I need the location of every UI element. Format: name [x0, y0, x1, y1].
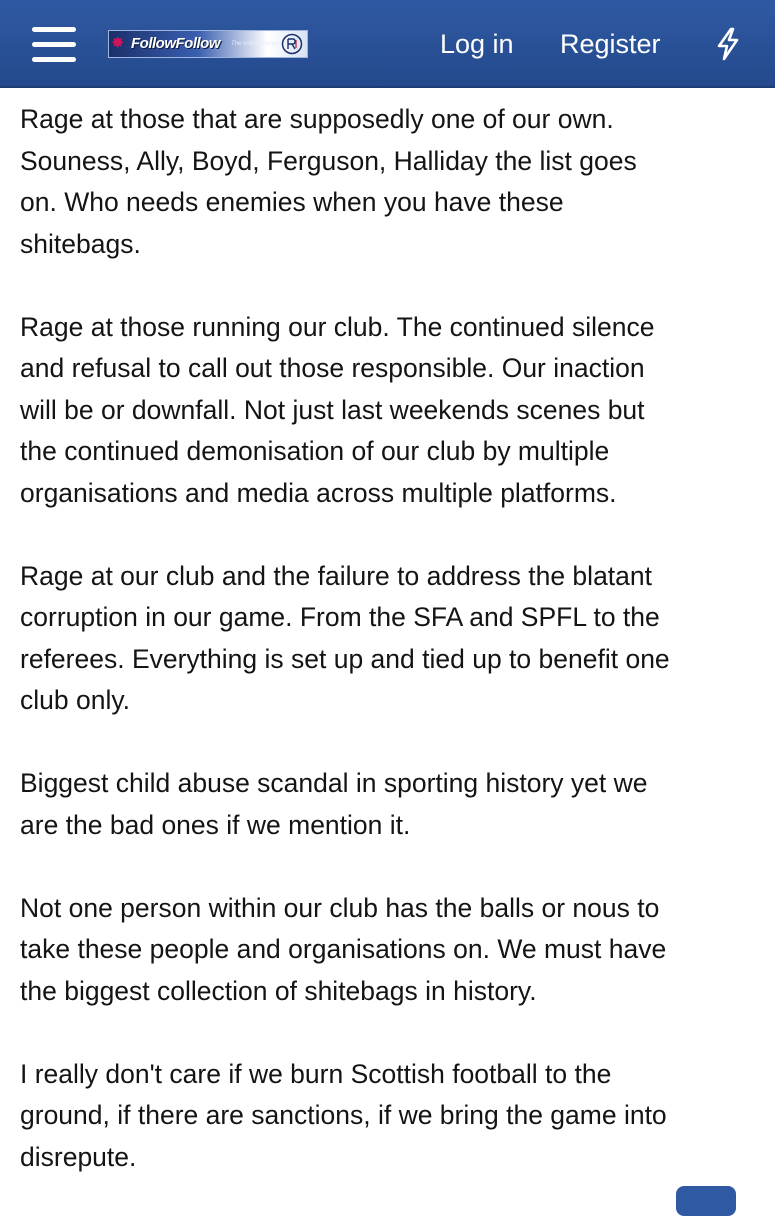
text-line: I really don't care if we burn Scottish football to the	[20, 1058, 612, 1089]
text-line: shitebags.	[20, 228, 141, 259]
text-line: take these people and organisations on. We must have	[20, 934, 667, 964]
logo-tagline: The online Rangers fanzine	[231, 41, 305, 47]
post-paragraph	[20, 307, 760, 515]
text-line: and refusal to call out those responsible. Our inaction	[20, 353, 645, 383]
partial-action-button[interactable]	[676, 1186, 736, 1216]
site-logo[interactable]	[108, 30, 308, 58]
post-paragraph	[20, 888, 760, 1013]
text-line: corruption in our game. From the SFA and SPFL to the	[20, 602, 660, 632]
post-body	[20, 99, 760, 1220]
top-navigation-bar	[0, 0, 775, 88]
rangers-crest-icon	[281, 33, 303, 55]
text-line: Not one person within our club has the balls or nous to	[20, 892, 660, 923]
text-line: will be or downfall. Not just last weekends scenes but	[20, 394, 645, 425]
post-paragraph	[20, 556, 760, 722]
logo-text: FollowFollow	[131, 35, 220, 52]
text-line: ground, if there are sanctions, if we bring the game into	[20, 1100, 667, 1130]
hamburger-menu-icon[interactable]	[32, 26, 76, 62]
text-line: organisations and media across multiple platforms.	[20, 477, 617, 508]
post-paragraph	[20, 763, 760, 846]
lightning-bolt-icon[interactable]	[714, 27, 742, 61]
register-link[interactable]: Register	[560, 29, 661, 59]
post-paragraph	[20, 99, 760, 265]
text-line: club only.	[20, 685, 130, 715]
text-line: the continued demonisation of our club by multiple	[20, 436, 610, 466]
text-line: referees. Everything is set up and tied up to benefit one	[20, 643, 670, 674]
text-line: Rage at those that are supposedly one of our own.	[20, 104, 614, 134]
text-line: on. Who needs enemies when you have these	[20, 187, 564, 217]
sparkle-icon: ✸	[111, 35, 125, 52]
text-line: disrepute.	[20, 1141, 137, 1172]
text-line: Rage at our club and the failure to address the blatant	[20, 560, 653, 591]
menu-bar-line	[32, 42, 76, 47]
text-line: are the bad ones if we mention it.	[20, 809, 411, 840]
text-line: Biggest child abuse scandal in sporting history yet we	[20, 768, 648, 798]
login-link[interactable]: Log in	[440, 29, 514, 59]
post-paragraph	[20, 1054, 760, 1179]
menu-bar-line	[32, 27, 76, 32]
text-line: Rage at those running our club. The continued silence	[20, 311, 655, 342]
menu-bar-line	[32, 57, 76, 62]
text-line: Souness, Ally, Boyd, Ferguson, Halliday the list goes	[20, 145, 637, 176]
text-line: the biggest collection of shitebags in history.	[20, 975, 537, 1006]
